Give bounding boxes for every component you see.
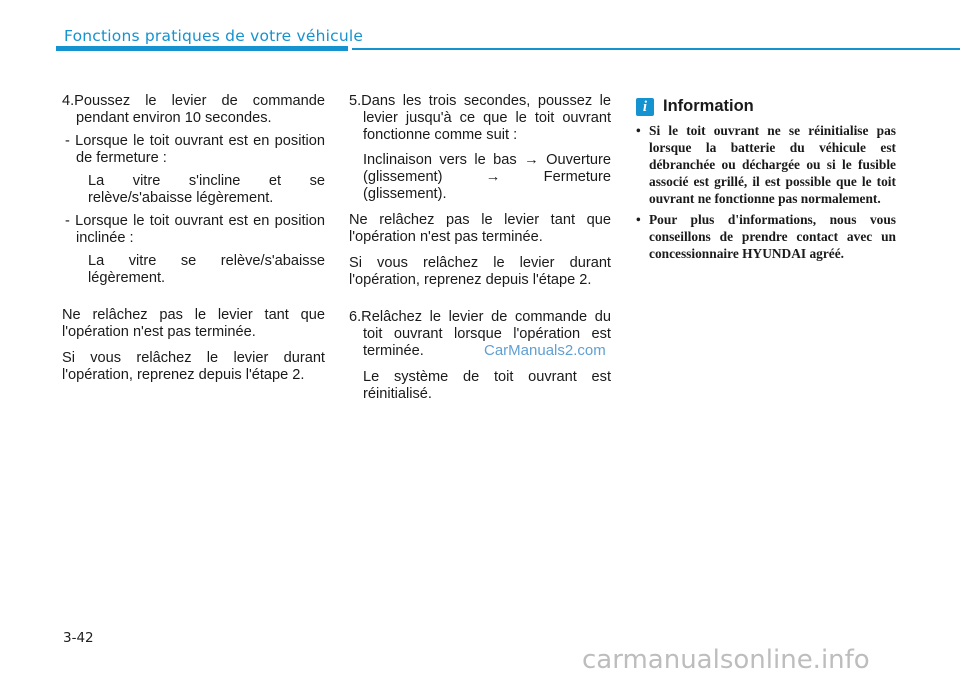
list-item — [636, 211, 896, 262]
step-4-case-tilted-result: La vitre se relève/s'abaisse légèrement. — [88, 253, 325, 286]
note-restart-step: Si vous relâchez le levier durant l'opération, reprenez depuis l'étape 2. — [349, 255, 611, 288]
left-column — [62, 93, 325, 384]
note-do-not-release: Ne relâchez pas le levier tant que l'opération n'est pas terminée. — [62, 307, 325, 340]
watermark-link[interactable]: CarManuals2.com — [484, 342, 606, 359]
header-accent-bar — [56, 46, 348, 51]
step-6: 6.Relâchez le levier de commande du toit ouvrant lorsque l'opération est terminée. — [349, 309, 611, 359]
list-item-text: Si le toit ouvrant ne se réinitialise pas lorsque la batterie du véhicule est débranchée ou déchargée ou si le fusible associé est grillé, il est possible que le toit ouvrant ne fonctionne pas normalement. — [649, 123, 896, 206]
step-5-sequence: Inclinaison vers le bas → Ouverture (glissement) → Fermeture (glissement). — [363, 152, 611, 202]
header-rule — [352, 48, 960, 50]
step-5: 5.Dans les trois secondes, poussez le levier jusqu'à ce que le toit ouvrant fonctionne comme suit : — [349, 93, 611, 143]
step-4-case-tilted: - Lorsque le toit ouvrant est en position inclinée : — [65, 213, 325, 246]
information-title: Information — [663, 97, 754, 115]
page-number: 3-42 — [63, 630, 94, 646]
list-item-text: Pour plus d'informations, nous vous conseillons de prendre contact avec un concessionnaire HYUNDAI agréé. — [649, 212, 896, 261]
step-4-case-closed-result: La vitre s'incline et se relève/s'abaisse légèrement. — [88, 173, 325, 206]
list-item — [636, 122, 896, 207]
footer-watermark: carmanualsonline.info — [582, 645, 870, 675]
bullet-icon: • — [636, 123, 641, 138]
note-restart-step: Si vous relâchez le levier durant l'opération, reprenez depuis l'étape 2. — [62, 350, 325, 383]
step-4: 4.Poussez le levier de commande pendant environ 10 secondes. — [62, 93, 325, 126]
note-do-not-release: Ne relâchez pas le levier tant que l'opération n'est pas terminée. — [349, 212, 611, 245]
step-4-case-closed: - Lorsque le toit ouvrant est en position de fermeture : — [65, 133, 325, 166]
section-title: Fonctions pratiques de votre véhicule — [64, 27, 364, 45]
information-list — [636, 122, 896, 262]
information-box — [636, 97, 896, 266]
step-6-result: Le système de toit ouvrant est réinitialisé. — [363, 369, 611, 402]
information-header — [636, 97, 896, 116]
info-icon: i — [636, 98, 654, 116]
bullet-icon: • — [636, 212, 641, 227]
